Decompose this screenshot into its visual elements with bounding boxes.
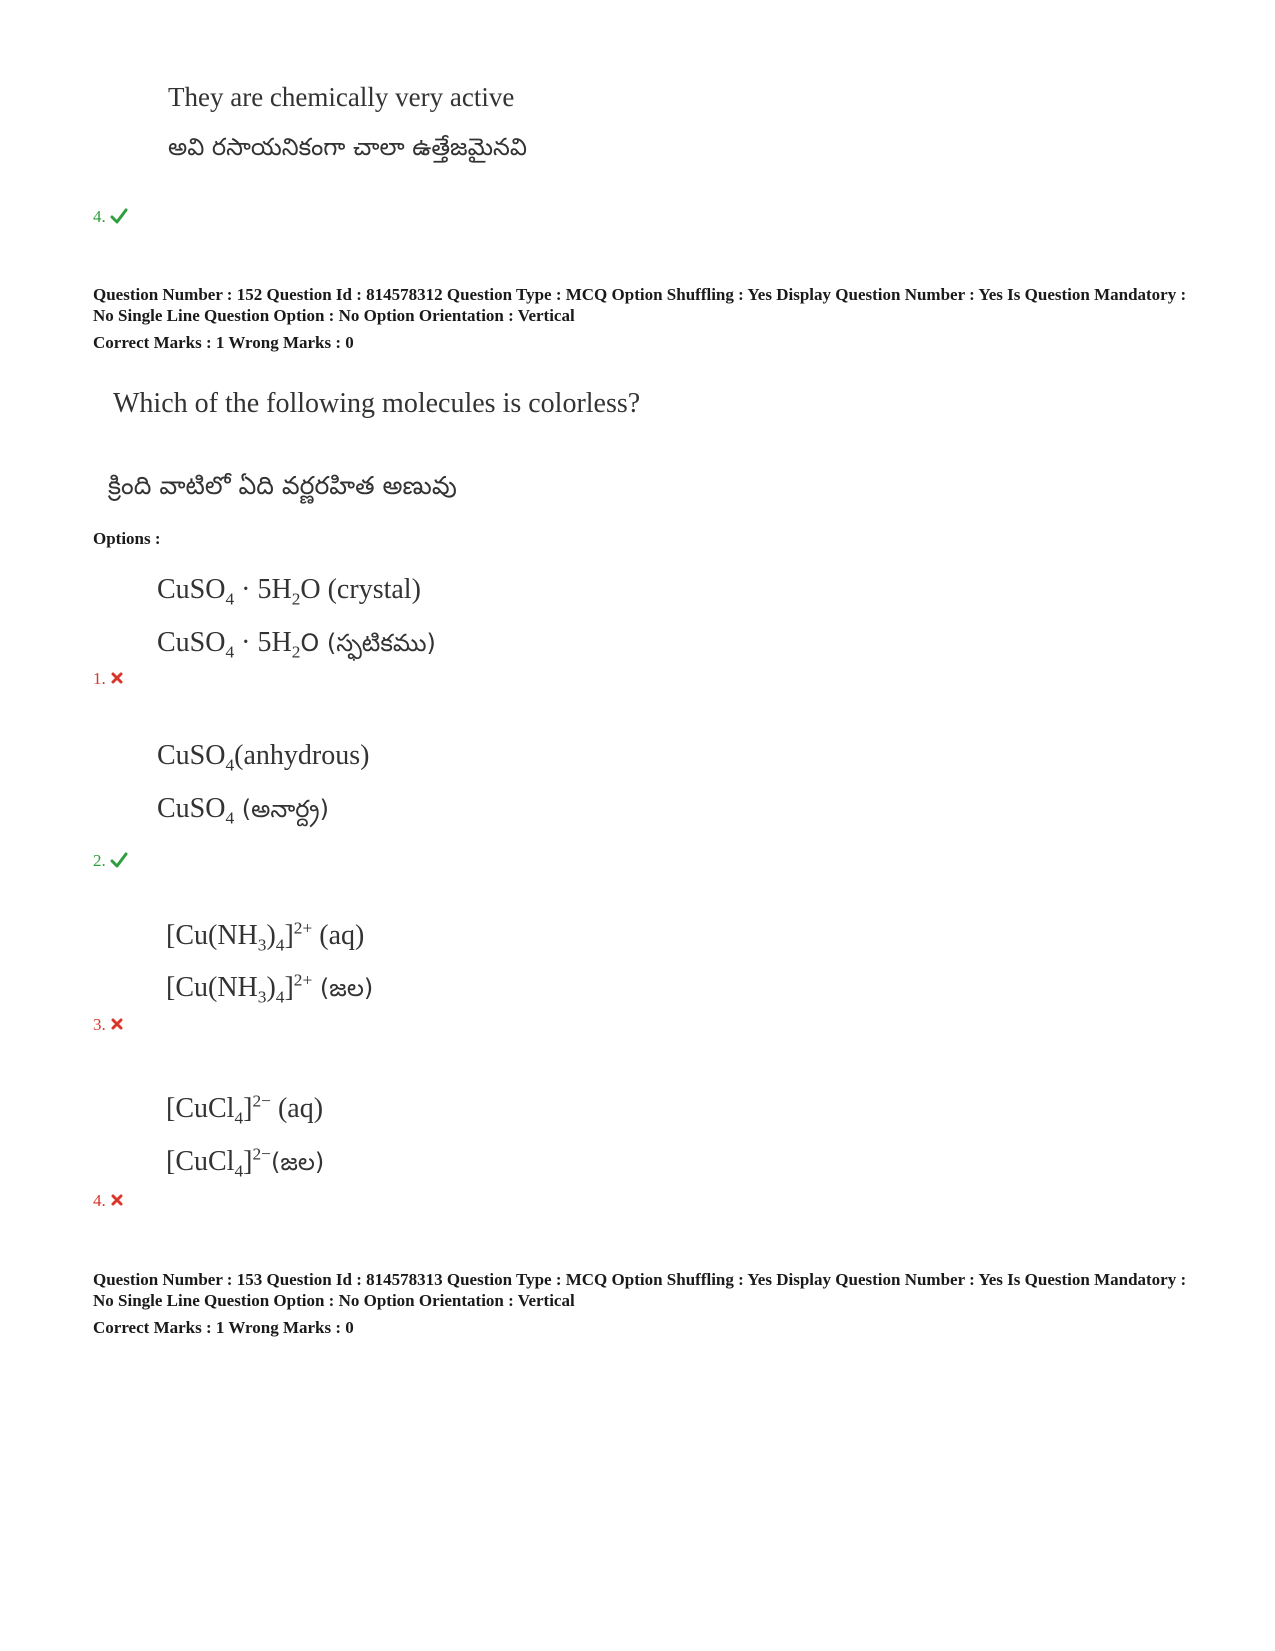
option-4-text-en [166,1091,324,1128]
formula-part: ] [284,972,294,1003]
option-3-text-en [166,918,365,955]
formula-subscript: 4 [225,808,235,828]
formula-subscript: 4 [225,589,235,609]
formula-part: ] [243,1093,253,1124]
question-text-te: క్రింది వాటిలో ఏది వర్ణరహిత అణువు [108,471,457,500]
formula-part: · 5H [234,574,292,605]
question-marks: Correct Marks : 1 Wrong Marks : 0 [93,333,354,352]
formula-part: CuSO [157,793,226,824]
option-number-label: 3. [93,1015,106,1034]
formula-part: (అనార్ద్ర) [234,795,329,823]
formula-part: · 5H [234,627,292,658]
formula-subscript: 4 [225,642,235,662]
formula-part: [CuCl [166,1146,235,1177]
formula-subscript: 4 [275,935,285,955]
option-2-number [93,851,128,873]
formula-part: CuSO [157,574,226,605]
formula-superscript: 2− [252,1091,271,1111]
option-number-label: 2. [93,851,106,870]
cross-icon [110,1192,124,1212]
option-2-text-en [157,740,370,775]
formula-subscript: 4 [225,755,235,775]
options-label: Options : [93,529,161,548]
formula-subscript: 4 [234,1108,244,1128]
question-marks: Correct Marks : 1 Wrong Marks : 0 [93,1318,354,1337]
formula-subscript: 4 [234,1161,244,1181]
formula-subscript: 3 [257,935,267,955]
formula-part: (జల) [312,974,374,1002]
formula-part: CuSO [157,627,226,658]
option-3-number [93,1015,124,1036]
formula-part: O (స్ఫటికము) [300,629,436,657]
option-1-text-en [157,574,421,609]
prev-option-text-te: అవి రసాయనికంగా చాలా ఉత్తేజమైనవి [168,133,527,161]
formula-part: [Cu(NH [166,972,258,1003]
formula-subscript: 2 [291,589,301,609]
formula-subscript: 4 [275,987,285,1007]
question-meta: Question Number : 152 Question Id : 814578312 Question Type : MCQ Option Shuffling : Yes Display Question Number : Yes Is Question Mandatory : No Single Line Question Option : No Option Orientation : Vertical [93,285,1187,325]
formula-part: [CuCl [166,1093,235,1124]
formula-part: ] [243,1146,253,1177]
formula-part: (జల) [270,1148,325,1176]
formula-part: ) [266,920,276,951]
formula-superscript: 2− [252,1144,271,1164]
formula-part: O (crystal) [300,574,421,605]
cross-icon [110,1016,124,1036]
check-icon [110,208,128,229]
option-4-number [93,1191,124,1212]
option-number-label: 4. [93,1191,106,1210]
option-4-text-te [166,1146,324,1182]
formula-subscript: 2 [291,642,301,662]
formula-subscript: 3 [257,987,267,1007]
check-icon [110,852,128,873]
option-number-label: 4. [93,207,106,226]
formula-superscript: 2+ [293,918,313,938]
formula-part: ) [266,972,276,1003]
formula-part: ] [284,920,294,951]
cross-icon [110,670,124,690]
question-meta: Question Number : 153 Question Id : 814578313 Question Type : MCQ Option Shuffling : Yes Display Question Number : Yes Is Question Mandatory : No Single Line Question Option : No Option Orientation : Vertical [93,1270,1187,1310]
prev-option-text-en: They are chemically very active [168,82,515,112]
option-1-number [93,669,124,690]
option-number-label: 1. [93,669,106,688]
formula-part: (aq) [312,920,365,951]
option-2-text-te [157,793,329,829]
formula-part: (anhydrous) [234,740,370,771]
formula-superscript: 2+ [293,970,313,990]
prev-option-number [93,207,128,229]
formula-part: CuSO [157,740,226,771]
formula-part: (aq) [270,1093,324,1124]
option-3-text-te [166,972,373,1008]
option-1-text-te [157,627,436,663]
question-text-en: Which of the following molecules is colorless? [113,388,641,419]
formula-part: [Cu(NH [166,920,258,951]
